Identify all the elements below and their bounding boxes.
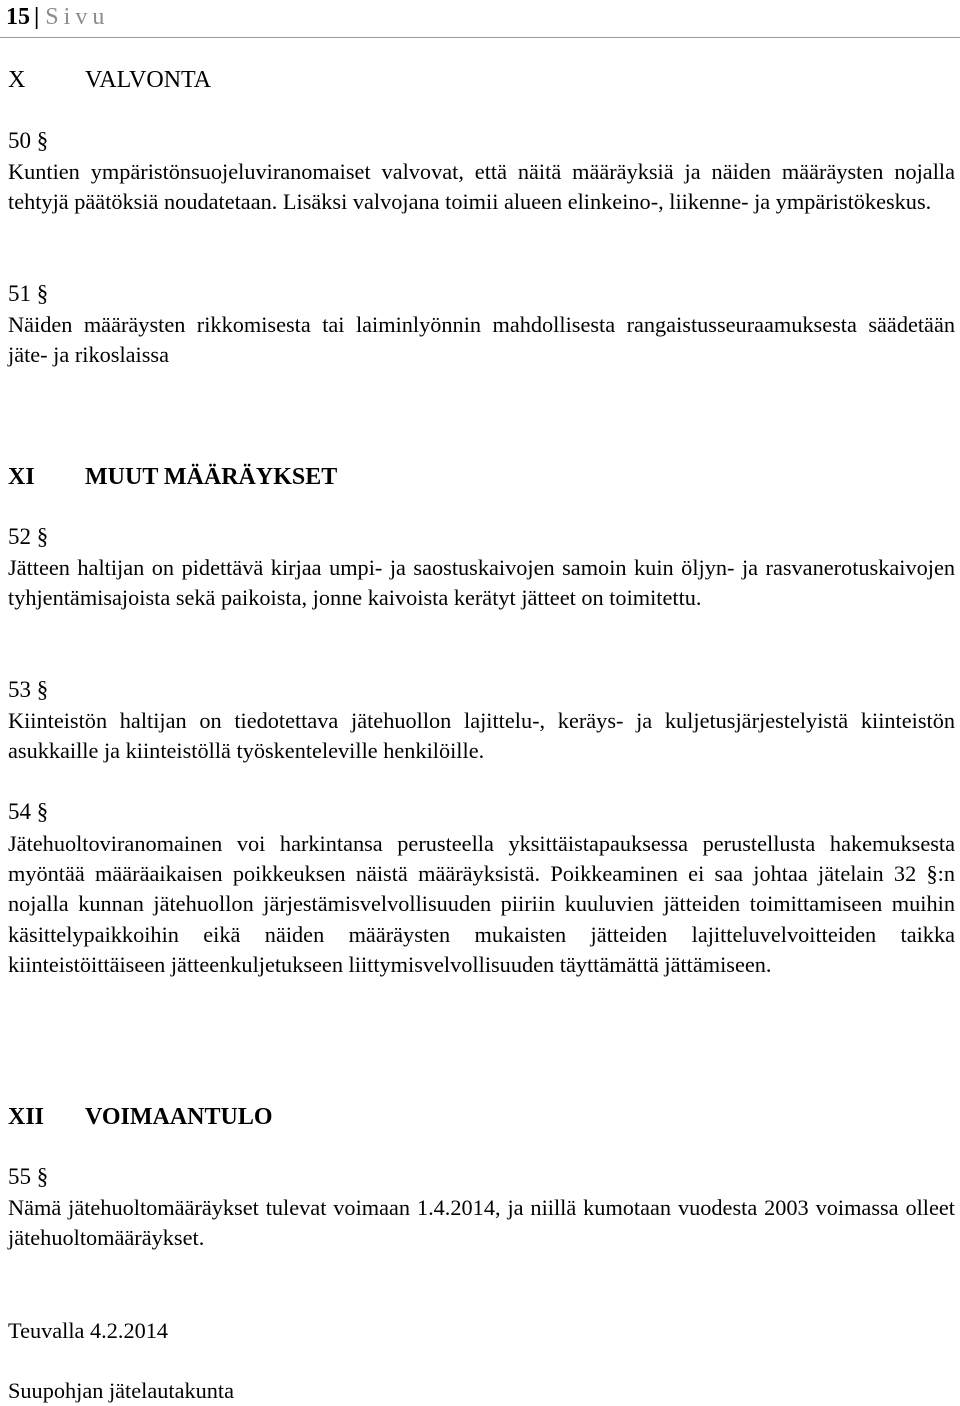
paragraph-text-51: Näiden määräysten rikkomisesta tai laiminlyönnin mahdollisesta rangaistusseuraamuksesta säädetään jäte- ja rikoslaissa: [8, 312, 955, 368]
paragraph-text-52: Jätteen haltijan on pidettävä kirjaa umpi- ja saostuskaivojen samoin kuin öljyn- ja rasvanerotuskaivojen tyhjentämisajoista sekä paikoista, jonne kaivoista kerätyt jätteet on toimitettu.: [8, 555, 955, 611]
section-heading-x: [8, 65, 211, 95]
page-number-separator: |: [34, 4, 40, 30]
paragraph-number-54: 54 §: [8, 799, 49, 824]
page-number-value: 15: [6, 4, 30, 30]
section-title: MUUT MÄÄRÄYKSET: [85, 464, 338, 490]
paragraph-number-55: 55 §: [8, 1164, 49, 1189]
section-title: VOIMAANTULO: [85, 1104, 273, 1130]
paragraph-text-54: Jätehuoltoviranomainen voi harkintansa perusteella yksittäistapauksessa perustellusta hakemuksesta myöntää määräaikaisen poikkeuksen näistä määräyksistä. Poikkeaminen ei saa johtaa jätelain 32 §:n nojalla kunnan jätehuollon järjestämisvelvollisuuden piiriin kuuluvien jätteiden toimittamiseen muihin käsittelypaikkoihin eikä näiden määräysten mukaisten jätteiden lajitteluvelvoitteiden taikka kiinteistöittäiseen jätteenkuljetukseen liittymisvelvollisuuden täyttämättä jättämiseen.: [8, 831, 955, 977]
paragraph-number-52: 52 §: [8, 524, 49, 549]
page-word: Sivu: [45, 4, 110, 30]
signature-authority: Suupohjan jätelautakunta: [8, 1378, 235, 1403]
paragraph-text-53: Kiinteistön haltijan on tiedotettava jätehuollon lajittelu-, keräys- ja kuljetusjärjestelyistä kiinteistön asukkaille ja kiinteistöllä työskenteleville henkilöille.: [8, 708, 955, 764]
section-heading-xii: [8, 1102, 273, 1132]
section-number: XI: [8, 464, 35, 490]
section-title: VALVONTA: [85, 67, 212, 93]
section-number: XII: [8, 1104, 45, 1130]
paragraph-number-50: 50 §: [8, 128, 49, 153]
paragraph-number-51: 51 §: [8, 281, 49, 306]
page-header: [0, 0, 960, 38]
paragraph-number-53: 53 §: [8, 677, 49, 702]
paragraph-text-55: Nämä jätehuoltomääräykset tulevat voimaan 1.4.2014, ja niillä kumotaan vuodesta 2003 voimassa olleet jätehuoltomääräykset.: [8, 1195, 955, 1251]
section-number: X: [8, 67, 26, 93]
signature-place-date: Teuvalla 4.2.2014: [8, 1318, 169, 1343]
section-heading-xi: [8, 462, 337, 492]
paragraph-text-50: Kuntien ympäristönsuojeluviranomaiset valvovat, että näitä määräyksiä ja näiden määräysten nojalla tehtyjä päätöksiä noudatetaan. Lisäksi valvojana toimii alueen elinkeino-, liikenne- ja ympäristökeskus.: [8, 159, 955, 215]
page-number: [6, 2, 109, 32]
